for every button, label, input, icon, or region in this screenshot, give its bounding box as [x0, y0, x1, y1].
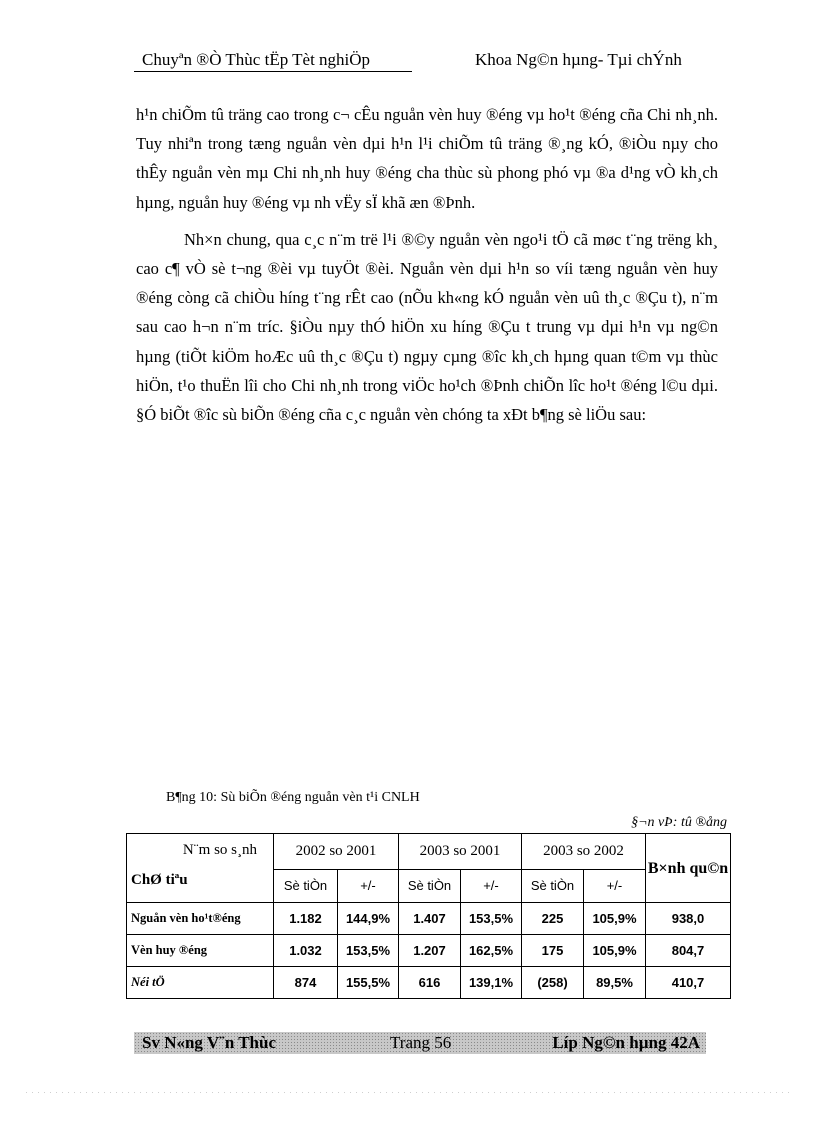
table-cell: 153,5% — [461, 903, 522, 935]
paragraph-1: h¹n chiÕm tû träng cao trong c¬ cÊu nguån vèn huy ®éng vµ ho¹t ®éng cña Chi nh¸nh. Tuy nhiªn trong tæng nguån vèn dµi h¹n l¹i chiÕm tû träng ®¸ng kÓ, ®iÒu nµy cho thÊy nguån vèn mµ Chi nh¸nh huy ®éng cha thùc sù phong phó vµ ®a d¹ng vÒ kh¸ch hµng, nguån huy ®éng vµ nh vËy sÏ khã æn ®Þnh. — [136, 105, 718, 212]
page-bottom-divider — [26, 1092, 790, 1093]
table-header-row — [127, 834, 731, 870]
footer-class: Líp Ng©n hµng 42A — [552, 1033, 700, 1052]
sub-header: +/- — [461, 869, 522, 903]
paragraph-2: Nh×n chung, qua c¸c n¨m trë l¹i ®©y nguån vèn ngo¹i tÖ cã møc t¨ng trëng kh¸ cao c¶ vÒ sè t¬ng ®èi vµ tuyÖt ®èi. Nguån vèn dµi h¹n so víi tæng nguån vèn huy ®éng còng cã chiÒu híng t¨ng rÊt cao (nÕu kh«ng kÓ nguån vèn uû th¸c ®Çu t), n¨m sau cao h¬n n¨m tríc. §iÒu nµy thÓ hiÖn xu híng ®Çu t trung vµ dµi h¹n vµ ng©n hµng (tiÕt kiÖm hoÆc uû th¸c ®Çu t) ngµy cµng ®îc kh¸ch hµng quan t©m vµ thùc hiÖn, t¹o thuËn lîi cho Chi nh¸nh trong viÖc ho¹ch ®Þnh chiÕn lîc ho¹t ®éng l©u dµi. §Ó biÕt ®îc sù biÕn ®éng cña c¸c nguån vèn chóng ta xÐt b¶ng sè liÖu sau: — [136, 229, 718, 425]
table-cell: 225 — [522, 903, 584, 935]
table-cell: 616 — [399, 967, 461, 999]
table-cell: 162,5% — [461, 935, 522, 967]
table-row — [127, 967, 731, 999]
table-cell: 804,7 — [646, 935, 731, 967]
row-label: Vèn huy ®éng — [127, 935, 274, 967]
sub-header: Sè tiÒn — [522, 869, 584, 903]
row-label: Nguån vèn ho¹t®éng — [127, 903, 274, 935]
table-unit: §¬n vÞ: tû ®ång — [631, 815, 727, 830]
footer-page-number: Trang 56 — [390, 1033, 452, 1052]
table-cell: 175 — [522, 935, 584, 967]
table-cell: 1.407 — [399, 903, 461, 935]
table-row — [127, 935, 731, 967]
table-cell: 874 — [274, 967, 338, 999]
data-table — [126, 833, 731, 999]
body-text — [136, 100, 718, 429]
table-corner-cell — [127, 834, 274, 903]
table-cell: 1.032 — [274, 935, 338, 967]
table-cell: 155,5% — [338, 967, 399, 999]
group-header: 2003 so 2002 — [522, 834, 646, 870]
table-cell: 153,5% — [338, 935, 399, 967]
sub-header: +/- — [338, 869, 399, 903]
table-row — [127, 903, 731, 935]
table-cell: 1.207 — [399, 935, 461, 967]
footer-author: Sv N«ng V¨n Thùc — [142, 1033, 277, 1052]
table-cell: (258) — [522, 967, 584, 999]
table-cell: 938,0 — [646, 903, 731, 935]
table-caption: B¶ng 10: Sù biÕn ®éng nguån vèn t¹i CNLH — [166, 790, 420, 805]
table-cell: 139,1% — [461, 967, 522, 999]
table-cell: 144,9% — [338, 903, 399, 935]
group-header: 2003 so 2001 — [399, 834, 522, 870]
average-header: B×nh qu©n — [646, 834, 731, 903]
sub-header: Sè tiÒn — [274, 869, 338, 903]
sub-header: Sè tiÒn — [399, 869, 461, 903]
corner-bottom-label: ChØ tiªu — [131, 872, 188, 888]
corner-top-label: N¨m so s¸nh — [182, 842, 257, 858]
table-cell: 105,9% — [584, 903, 646, 935]
table-cell: 410,7 — [646, 967, 731, 999]
sub-header: +/- — [584, 869, 646, 903]
table-cell: 1.182 — [274, 903, 338, 935]
table-cell: 105,9% — [584, 935, 646, 967]
page-footer — [134, 1032, 706, 1054]
table-cell: 89,5% — [584, 967, 646, 999]
row-label: Néi tÖ — [127, 967, 274, 999]
header-title-left: Chuyªn ®Ò Thùc tËp Tèt nghiÖp — [134, 50, 412, 72]
group-header: 2002 so 2001 — [274, 834, 399, 870]
header-title-right: Khoa Ng©n hµng- Tµi chÝnh — [475, 50, 682, 69]
